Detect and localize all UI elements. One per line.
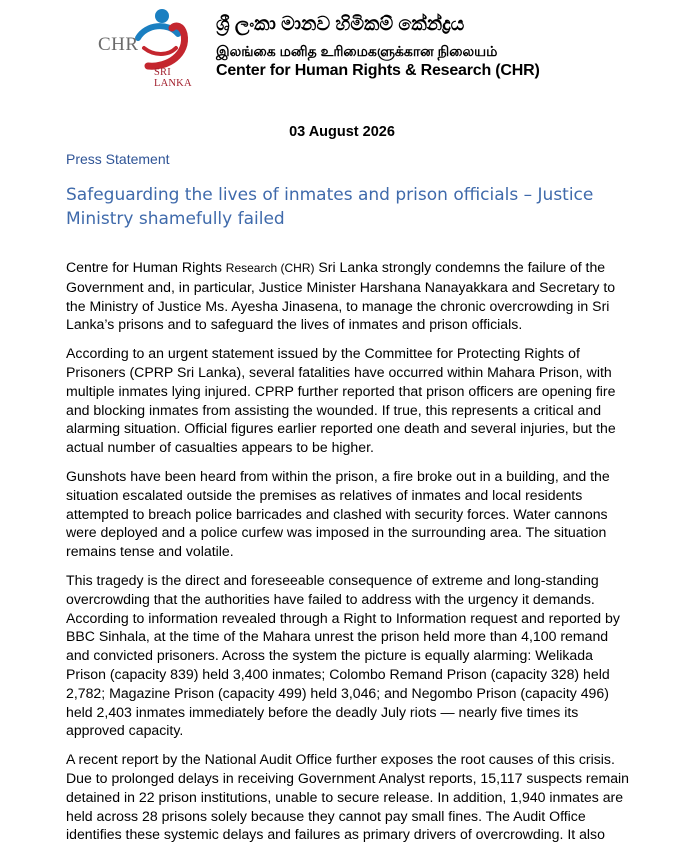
- logo-sri-lanka-text: SRI LANKA: [154, 67, 192, 89]
- letterhead: [96, 4, 540, 89]
- press-statement-label: Press Statement: [66, 151, 170, 167]
- paragraph-1-rest: Sri Lanka strongly condemns the failure of the Government and, in particular, Justice Minister Harshana Nanayakkara and Secretary to the Ministry of Justice Ms. Ayesha Jinasena, to manage the chronic overcrowding in Sri Lanka’s prisons and to safeguard the lives of inmates and prison officials.: [66, 259, 616, 333]
- org-name-sinhala: ශ්‍රී ලංකා මානව හිමිකම් කේන්ද්‍රය: [216, 14, 465, 35]
- paragraph-5: A recent report by the National Audit Office further exposes the root causes of this crisis. Due to prolonged delays in receiving Government Analyst reports, 15,117 suspects remain detained in 22 prison institutions, unable to secure release. In addition, 1,940 inmates are held across 28 prisons solely because they cannot pay small fines. The Audit Office identifies these systemic delays and failures as primary drivers of overcrowding. It also: [66, 751, 630, 843]
- org-name-tamil: இலங்கை மனித உரிமைகளுக்கான நிலையம்: [216, 43, 498, 59]
- statement-body: [66, 258, 632, 854]
- org-name-english: Center for Human Rights & Research (CHR): [216, 62, 540, 79]
- logo-chr-text: CHR: [98, 34, 139, 55]
- paragraph-1-start: Centre for Human Rights: [66, 259, 226, 275]
- paragraph-3: Gunshots have been heard from within the prison, a fire broke out in a building, and the situation escalated outside the premises as relatives of inmates and local residents attempted to breach police barricades and clashed with security forces. Water cannons were deployed and a police curfew was imposed in the surrounding area. The situation remains tense and volatile.: [66, 467, 610, 560]
- statement-title: Safeguarding the lives of inmates and prison officials – Justice Ministry shamefully failed: [66, 185, 594, 229]
- paragraph-1-org: Research (CHR): [225, 261, 315, 275]
- paragraph-2: According to an urgent statement issued by the Committee for Protecting Rights of Prisoners (CPRP Sri Lanka), several fatalities have occurred within Mahara Prison, with multiple inmates lying injured. CPRP further reported that prison officers are opening fire and blocking inmates from assisting the wounded. If true, this represents a critical and alarming situation. Official figures earlier reported one death and several injuries, but the actual number of casualties appears to be higher.: [66, 345, 616, 456]
- paragraph-4: This tragedy is the direct and foreseeable consequence of extreme and long-standing overcrowding that the authorities have failed to address with the urgency it demands. According to information revealed through a Right to Information request and reported by BBC Sinhala, at the time of the Mahara unrest the prison held more than 4,100 remand and convicted prisoners. Across the system the picture is equally alarming: Welikada Prison (capacity 839) held 3,400 inmates; Colombo Remand Prison (capacity 328) held 2,782; Magazine Prison (capacity 499) held 3,046; and Negombo Prison (capacity 496) held 2,403 inmates immediately before the deadly July riots — nearly five times its approved capacity.: [66, 571, 620, 739]
- paragraph-1: [66, 258, 632, 334]
- chr-logo: [96, 4, 208, 89]
- statement-date: 03 August 2026: [289, 124, 395, 140]
